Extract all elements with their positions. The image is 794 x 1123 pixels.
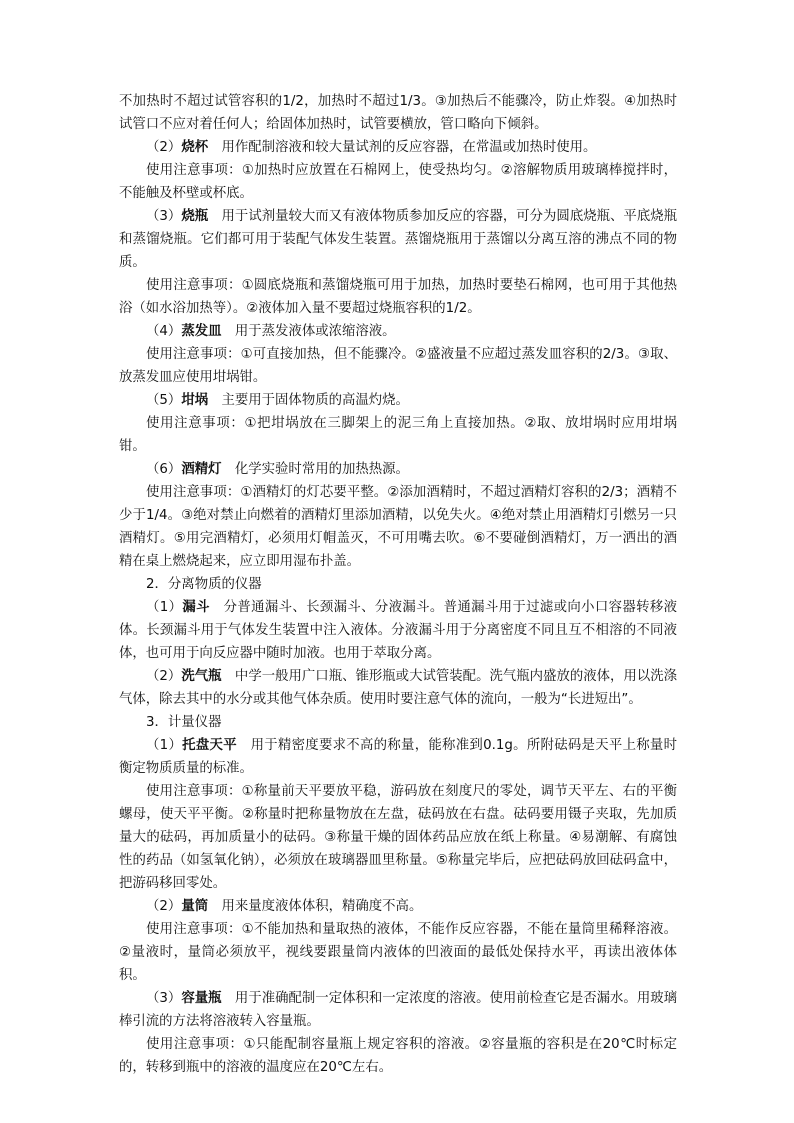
paragraph-text: 使用注意事项：①称量前天平要放平稳，游码放在刻度尺的零处，调节天平左、右的平衡螺母，使天平平衡。②称量时把称量物放在左盘，砝码放在右盘。砝码要用镊子夹取，先加质量大的砝码，再加质量小的砝码。③称量干燥的固体药品应放在纸上称量。④易潮解、有腐蚀性的药品（如氢氧化钠），必须放在玻璃器皿里称量。⑤称量完毕后，应把砝码放回砝码盒中，把游码移回零处。 <box>119 784 677 891</box>
paragraph-text: 使用注意事项：①可直接加热，但不能骤冷。②盛液量不应超过蒸发皿容积的2/3。③取、放蒸发皿应使用坩埚钳。 <box>119 347 677 385</box>
paragraph <box>119 90 677 136</box>
paragraph-text: 分普通漏斗、长颈漏斗、分液漏斗。普通漏斗用于过滤或向小口容器转移液体。长颈漏斗用于气体发生装置中注入液体。分液漏斗用于分离密度不同且互不相溶的不同液体，也可用于向反应器中随时加液。也用于萃取分离。 <box>119 600 678 661</box>
paragraph <box>119 918 677 987</box>
paragraph-text: 用来量度液体体积，精确度不高。 <box>208 899 423 914</box>
paragraph <box>119 780 677 895</box>
item-number: （4） <box>146 324 182 339</box>
paragraph-text: 用于试剂量较大而又有液体物质参加反应的容器，可分为圆底烧瓶、平底烧瓶和蒸馏烧瓶。它们都可用于装配气体发生装置。蒸馏烧瓶用于蒸馏以分离互溶的沸点不同的物质。 <box>119 209 677 270</box>
paragraph-text: 使用注意事项：①不能加热和量取热的液体，不能作反应容器，不能在量筒里稀释溶液。②量液时，量筒必须放平，视线要跟量筒内液体的凹液面的最低处保持水平，再读出液体体积。 <box>119 922 677 983</box>
paragraph-text: 不加热时不超过试管容积的1/2，加热时不超过1/3。③加热后不能骤冷，防止炸裂。④加热时试管口不应对着任何人；给固体加热时，试管要横放，管口略向下倾斜。 <box>119 94 677 132</box>
term-heading: 烧瓶 <box>181 209 209 224</box>
paragraph <box>119 734 677 780</box>
paragraph <box>119 136 677 159</box>
paragraph-text: 化学实验时常用的加热热源。 <box>221 462 409 477</box>
document-body <box>119 90 677 1079</box>
paragraph-text: 用于蒸发液体或浓缩溶液。 <box>221 324 396 339</box>
paragraph-text: 使用注意事项：①加热时应放置在石棉网上，使受热均匀。②溶解物质用玻璃棒搅拌时，不能触及杯壁或杯底。 <box>119 163 677 201</box>
item-number: （6） <box>146 462 182 477</box>
paragraph <box>119 274 677 320</box>
term-heading: 容量瓶 <box>181 991 222 1006</box>
paragraph <box>119 389 677 412</box>
paragraph-text: 中学一般用广口瓶、锥形瓶或大试管装配。洗气瓶内盛放的液体，用以洗涤气体，除去其中的水分或其他气体杂质。使用时要注意气体的流向，一般为“长进短出”。 <box>119 669 678 707</box>
paragraph-text: 用作配制溶液和较大量试剂的反应容器，在常温或加热时使用。 <box>208 140 597 155</box>
term-heading: 漏斗 <box>182 600 210 615</box>
paragraph <box>119 895 677 918</box>
term-heading: 洗气瓶 <box>181 669 222 684</box>
term-heading: 酒精灯 <box>181 462 222 477</box>
term-heading: 烧杯 <box>181 140 209 155</box>
section-heading-text: 3．计量仪器 <box>146 715 222 730</box>
item-number: （2） <box>146 140 182 155</box>
term-heading: 托盘天平 <box>182 738 237 753</box>
term-heading: 量筒 <box>181 899 209 914</box>
paragraph <box>119 665 677 711</box>
paragraph-text: 使用注意事项：①把坩埚放在三脚架上的泥三角上直接加热。②取、放坩埚时应用坩埚钳。 <box>119 416 677 454</box>
section-heading <box>119 711 677 734</box>
term-heading: 蒸发皿 <box>181 324 222 339</box>
paragraph-text: 主要用于固体物质的高温灼烧。 <box>208 393 409 408</box>
paragraph-text: 使用注意事项：①酒精灯的灯芯要平整。②添加酒精时，不超过酒精灯容积的2/3；酒精不少于1/4。③绝对禁止向燃着的酒精灯里添加酒精，以免失火。④绝对禁止用酒精灯引燃另一只酒精灯。⑤用完酒精灯，必须用灯帽盖灭，不可用嘴去吹。⑥不要碰倒酒精灯，万一洒出的酒精在桌上燃烧起来，应立即用湿布扑盖。 <box>119 485 677 569</box>
section-heading-text: 2．分离物质的仪器 <box>146 577 262 592</box>
paragraph <box>119 343 677 389</box>
paragraph <box>119 481 677 573</box>
paragraph <box>119 320 677 343</box>
item-number: （5） <box>146 393 182 408</box>
item-number: （1） <box>146 738 183 753</box>
paragraph-text: 使用注意事项：①只能配制容量瓶上规定容积的溶液。②容量瓶的容积是在20℃时标定的，转移到瓶中的溶液的温度应在20℃左右。 <box>119 1037 677 1075</box>
section-heading <box>119 573 677 596</box>
item-number: （3） <box>146 209 182 224</box>
paragraph <box>119 987 677 1033</box>
paragraph <box>119 205 677 274</box>
item-number: （2） <box>146 669 182 684</box>
item-number: （3） <box>146 991 182 1006</box>
paragraph <box>119 458 677 481</box>
term-heading: 坩埚 <box>181 393 209 408</box>
paragraph-text: 使用注意事项：①圆底烧瓶和蒸馏烧瓶可用于加热，加热时要垫石棉网，也可用于其他热浴（如水浴加热等）。②液体加入量不要超过烧瓶容积的1/2。 <box>119 278 677 316</box>
item-number: （1） <box>146 600 183 615</box>
paragraph <box>119 1033 677 1079</box>
paragraph <box>119 159 677 205</box>
paragraph-text: 用于精密度要求不高的称量，能称准到0.1g。所附砝码是天平上称量时衡定物质质量的标准。 <box>119 738 678 776</box>
paragraph <box>119 412 677 458</box>
paragraph-text: 用于准确配制一定体积和一定浓度的溶液。使用前检查它是否漏水。用玻璃棒引流的方法将溶液转入容量瓶。 <box>119 991 678 1029</box>
paragraph <box>119 596 677 665</box>
item-number: （2） <box>146 899 182 914</box>
